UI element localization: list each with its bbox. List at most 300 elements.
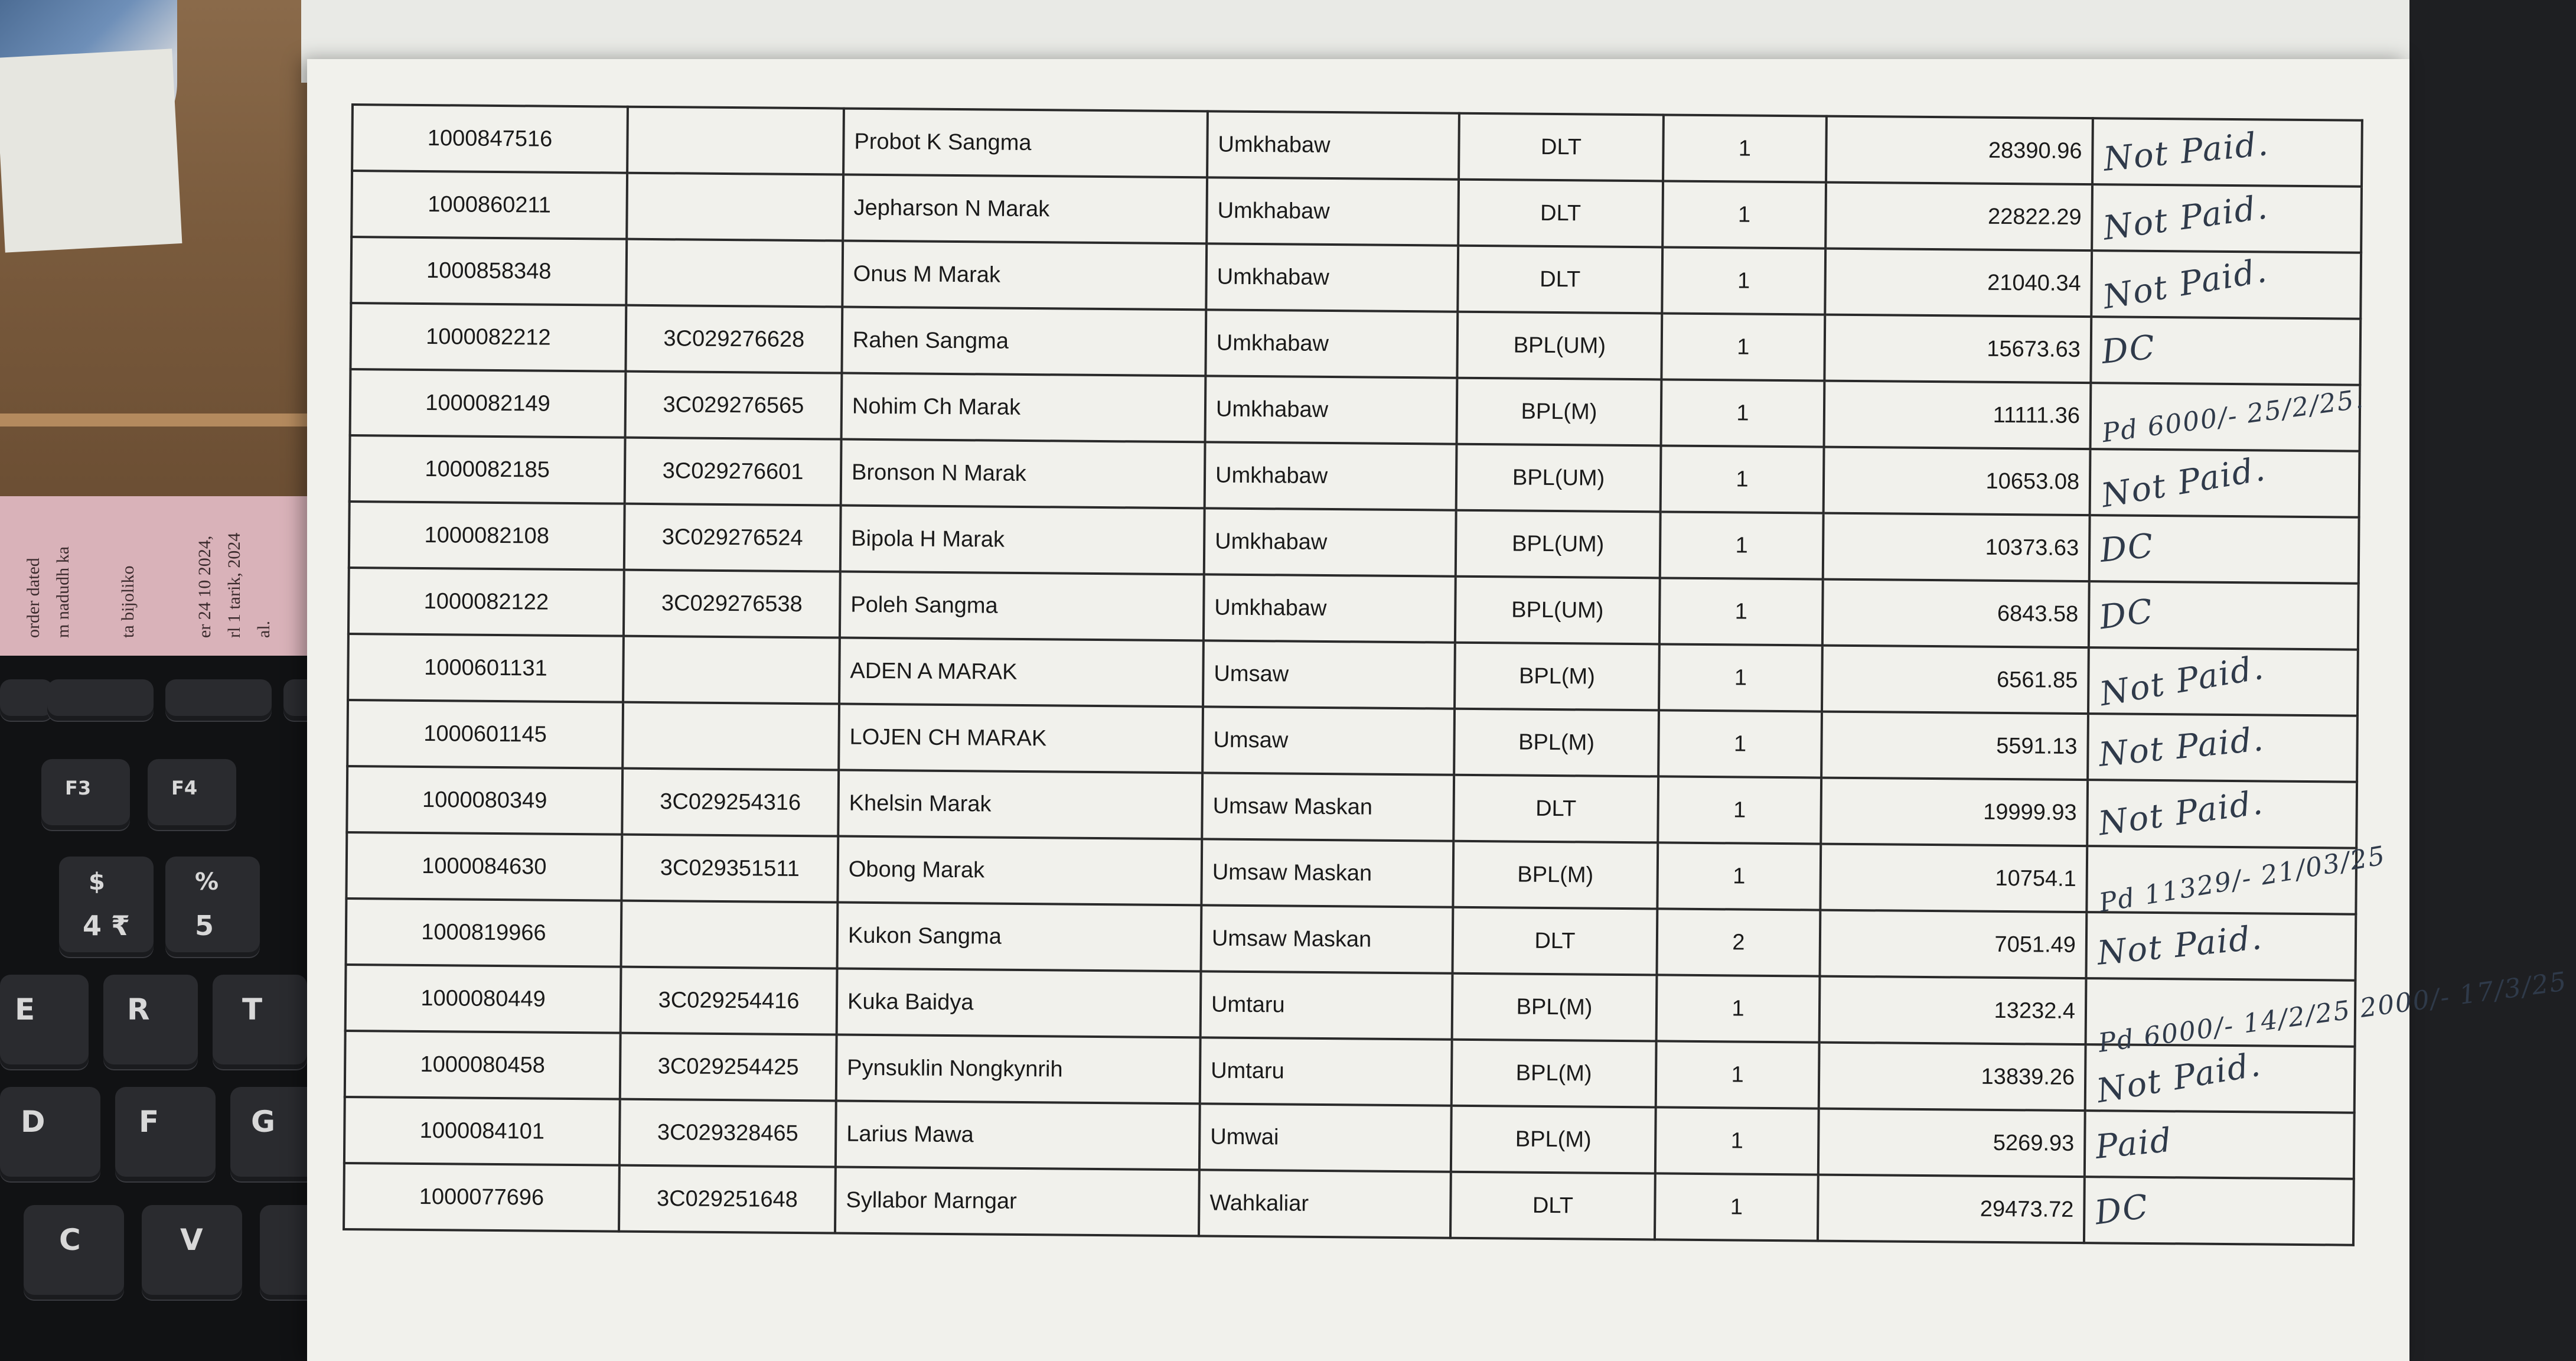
tariff-category-cell bbox=[1455, 577, 1660, 644]
meter-number: 3C029351511 bbox=[660, 855, 800, 881]
area-name: Umkhabaw bbox=[1215, 529, 1328, 555]
consumer-number: 1000080449 bbox=[420, 985, 546, 1012]
area-name-cell bbox=[1200, 1037, 1452, 1105]
consumer-name: Syllabor Marngar bbox=[846, 1187, 1017, 1214]
consumer-name-cell bbox=[842, 307, 1206, 376]
outstanding-amount: 6561.85 bbox=[1996, 667, 2078, 693]
consumer-number-cell bbox=[350, 435, 625, 504]
connection-count-cell bbox=[1657, 842, 1821, 910]
outstanding-amount-cell bbox=[1826, 116, 2093, 185]
handwritten-remark: Not Paid. bbox=[2098, 450, 2269, 516]
connection-count-cell bbox=[1663, 115, 1827, 182]
outstanding-amount-cell bbox=[1824, 315, 2091, 383]
key-f3[interactable] bbox=[41, 759, 130, 830]
handwritten-remark: Not Paid. bbox=[2094, 1045, 2264, 1111]
consumer-name-cell bbox=[837, 836, 1202, 906]
consumer-name: ADEN A MARAK bbox=[850, 658, 1018, 685]
area-name-cell bbox=[1205, 310, 1457, 377]
connection-count-cell bbox=[1655, 1173, 1818, 1240]
handwritten-remark-cell bbox=[2091, 250, 2361, 319]
consumer-number-cell bbox=[347, 766, 622, 835]
keyboard-key[interactable] bbox=[0, 679, 53, 721]
area-name: Umsaw bbox=[1214, 661, 1289, 686]
handwritten-remark: Not Paid. bbox=[2096, 648, 2267, 714]
outstanding-amount: 15673.63 bbox=[1987, 336, 2081, 362]
consumer-name: Onus M Marak bbox=[853, 261, 1001, 288]
area-name-cell bbox=[1206, 243, 1458, 311]
handwritten-remark: Not Paid. bbox=[2096, 719, 2267, 774]
consumer-number: 1000084101 bbox=[419, 1118, 545, 1144]
connection-count: 1 bbox=[1736, 466, 1749, 492]
consumer-name-cell bbox=[837, 903, 1202, 972]
connection-count-cell bbox=[1657, 909, 1820, 976]
tariff-category: DLT bbox=[1534, 928, 1576, 953]
pink-note-line: order dated bbox=[24, 558, 43, 638]
consumer-name-cell bbox=[840, 506, 1205, 575]
consumer-name: Kuka Baidya bbox=[847, 989, 974, 1015]
connection-count-cell bbox=[1662, 181, 1826, 248]
area-name: Umkhabaw bbox=[1214, 595, 1327, 621]
tariff-category-cell bbox=[1452, 1040, 1657, 1108]
key-label: R bbox=[127, 992, 150, 1027]
consumer-number: 1000082122 bbox=[423, 588, 549, 615]
outstanding-amount-cell bbox=[1818, 1175, 2085, 1243]
area-name: Umkhabaw bbox=[1218, 132, 1331, 158]
consumer-number: 1000819966 bbox=[421, 919, 546, 946]
consumer-name-cell bbox=[842, 241, 1207, 310]
key-label: D bbox=[21, 1105, 45, 1139]
handwritten-remark: DC bbox=[2099, 328, 2158, 372]
area-name-cell bbox=[1203, 640, 1455, 708]
key-t[interactable] bbox=[213, 975, 307, 1069]
handwritten-remark-cell bbox=[2088, 647, 2358, 716]
handwritten-remark-cell bbox=[2091, 317, 2360, 385]
consumer-name: Jepharson N Marak bbox=[853, 195, 1050, 222]
tariff-category: BPL(M) bbox=[1515, 1060, 1592, 1086]
area-name: Wahkaliar bbox=[1209, 1190, 1309, 1216]
handwritten-remark-cell bbox=[2090, 449, 2360, 517]
tariff-category: BPL(M) bbox=[1515, 1126, 1592, 1152]
pink-note-line: rl 1 tarik, 2024 bbox=[224, 532, 244, 638]
meter-number: 3C029276538 bbox=[661, 590, 803, 617]
outstanding-amount-cell bbox=[1819, 910, 2086, 979]
consumer-name-cell bbox=[838, 770, 1202, 839]
handwritten-remark: DC bbox=[2098, 526, 2156, 570]
area-name-cell bbox=[1205, 376, 1457, 444]
key-v[interactable] bbox=[142, 1205, 242, 1300]
area-name-cell bbox=[1207, 111, 1459, 179]
connection-count: 1 bbox=[1732, 995, 1744, 1021]
keyboard-key[interactable] bbox=[165, 679, 272, 721]
outstanding-amount: 6843.58 bbox=[1997, 601, 2079, 627]
consumer-number: 1000084630 bbox=[422, 853, 547, 880]
handwritten-remark: Pd 6000/- 25/2/25. bbox=[2100, 383, 2366, 449]
pink-note bbox=[0, 496, 307, 662]
consumer-name: Larius Mawa bbox=[846, 1121, 974, 1147]
connection-count-cell bbox=[1658, 776, 1821, 844]
tariff-category: BPL(M) bbox=[1521, 399, 1597, 425]
outstanding-amount: 19999.93 bbox=[1983, 799, 2077, 825]
consumer-name: Kukon Sangma bbox=[847, 923, 1002, 949]
meter-number-cell bbox=[625, 305, 842, 373]
consumer-number: 1000082212 bbox=[426, 324, 551, 350]
connection-count: 1 bbox=[1733, 797, 1746, 823]
consumer-number-cell bbox=[348, 634, 624, 702]
handwritten-remark: DC bbox=[2092, 1187, 2151, 1233]
meter-number-cell bbox=[619, 1099, 836, 1167]
outstanding-amount: 29473.72 bbox=[1980, 1196, 2074, 1222]
outstanding-amount-cell bbox=[1821, 778, 2088, 846]
tariff-category: BPL(M) bbox=[1518, 663, 1596, 689]
consumer-number-cell bbox=[346, 832, 622, 901]
tariff-category: BPL(UM) bbox=[1511, 597, 1604, 623]
handwritten-remark-cell bbox=[2086, 966, 2570, 1059]
consumer-name-cell bbox=[839, 638, 1204, 707]
key-label: 5 bbox=[195, 910, 214, 942]
consumer-number: 1000858348 bbox=[426, 258, 552, 284]
connection-count-cell bbox=[1662, 247, 1825, 314]
meter-number-cell bbox=[627, 173, 843, 241]
outstanding-amount-cell bbox=[1822, 579, 2089, 648]
tariff-category-cell bbox=[1452, 973, 1657, 1041]
consumer-name-cell bbox=[843, 109, 1208, 178]
meter-number-cell bbox=[622, 702, 839, 770]
outstanding-amount-cell bbox=[1825, 183, 2092, 251]
consumer-number-cell bbox=[348, 568, 624, 636]
consumer-name: Pynsuklin Nongkynrih bbox=[847, 1055, 1063, 1082]
handwritten-remark-cell bbox=[2089, 581, 2359, 650]
area-name: Umtaru bbox=[1211, 991, 1285, 1017]
outstanding-amount: 13839.26 bbox=[1981, 1064, 2075, 1090]
connection-count-cell bbox=[1660, 512, 1824, 579]
key-label: E bbox=[15, 992, 35, 1027]
consumer-number: 1000077696 bbox=[419, 1184, 544, 1210]
consumer-name: Obong Marak bbox=[848, 857, 985, 883]
consumer-name-cell bbox=[840, 572, 1204, 641]
connection-count-cell bbox=[1659, 578, 1823, 645]
outstanding-amount: 10653.08 bbox=[1985, 468, 2080, 494]
key-label: F bbox=[139, 1105, 159, 1139]
pink-note-line: m nadudh ka bbox=[53, 546, 73, 638]
consumer-name-cell bbox=[839, 704, 1203, 773]
handwritten-remark: Not Paid. bbox=[2095, 918, 2265, 973]
consumer-number-cell bbox=[345, 1031, 621, 1099]
handwritten-remark-cell bbox=[2085, 1111, 2355, 1179]
consumer-name-cell bbox=[835, 1167, 1199, 1236]
consumer-name: Probot K Sangma bbox=[854, 129, 1032, 155]
connection-count-cell bbox=[1659, 644, 1822, 711]
meter-number-cell bbox=[625, 438, 842, 506]
meter-number: 3C029254425 bbox=[657, 1053, 799, 1080]
outstanding-amount-cell bbox=[1822, 646, 2089, 714]
key-f4[interactable] bbox=[148, 759, 236, 830]
pink-note-line: ta bijoliko bbox=[118, 565, 138, 638]
handwritten-remark-cell bbox=[2092, 184, 2362, 253]
tariff-category-cell bbox=[1450, 1172, 1655, 1240]
consumer-number: 1000082149 bbox=[425, 390, 550, 416]
keyboard-key[interactable] bbox=[47, 679, 154, 721]
outstanding-amount: 10373.63 bbox=[1985, 535, 2079, 561]
handwritten-remark: Not Paid. bbox=[2101, 188, 2271, 248]
consumer-number-cell bbox=[350, 303, 626, 372]
tariff-category: BPL(M) bbox=[1516, 994, 1593, 1020]
connection-count: 1 bbox=[1733, 863, 1746, 889]
area-name-cell bbox=[1207, 177, 1459, 245]
handwritten-remark: Paid bbox=[2094, 1121, 2174, 1167]
ledger-table bbox=[343, 103, 2570, 1246]
area-name: Umwai bbox=[1210, 1124, 1279, 1150]
key-d[interactable] bbox=[0, 1087, 100, 1181]
connection-count: 1 bbox=[1734, 665, 1747, 691]
connection-count: 1 bbox=[1735, 532, 1748, 558]
key-label: G bbox=[251, 1105, 276, 1139]
consumer-number-cell bbox=[351, 171, 627, 239]
outstanding-amount-cell bbox=[1823, 513, 2090, 582]
meter-number: 3C029251648 bbox=[656, 1186, 798, 1212]
area-name: Umkhabaw bbox=[1217, 198, 1330, 224]
consumer-number: 1000080458 bbox=[420, 1051, 546, 1078]
tariff-category: BPL(M) bbox=[1517, 862, 1594, 888]
connection-count: 1 bbox=[1738, 135, 1752, 161]
consumer-number-cell bbox=[346, 898, 622, 967]
consumer-name-cell bbox=[841, 439, 1205, 509]
key-label: 4 ₹ bbox=[83, 910, 131, 942]
connection-count: 1 bbox=[1734, 598, 1748, 624]
tariff-category: DLT bbox=[1540, 200, 1582, 226]
meter-number-cell bbox=[626, 239, 843, 307]
outstanding-amount: 28390.96 bbox=[1988, 138, 2082, 164]
tariff-category: DLT bbox=[1540, 266, 1581, 292]
consumer-name: Rahen Sangma bbox=[852, 327, 1009, 354]
connection-count: 1 bbox=[1737, 334, 1750, 360]
outstanding-amount-cell bbox=[1824, 447, 2091, 516]
consumer-name-cell bbox=[837, 969, 1201, 1038]
handwritten-remark-cell bbox=[2088, 714, 2357, 782]
consumer-number: 1000080349 bbox=[422, 787, 547, 813]
tariff-category-cell bbox=[1452, 907, 1657, 975]
area-name: Umsaw bbox=[1213, 727, 1289, 753]
outstanding-amount: 22822.29 bbox=[1987, 204, 2082, 230]
outstanding-amount: 10754.1 bbox=[1995, 865, 2076, 891]
outstanding-amount: 21040.34 bbox=[1987, 270, 2081, 296]
envelope bbox=[0, 48, 182, 252]
consumer-name: Khelsin Marak bbox=[849, 790, 992, 817]
consumer-number-cell bbox=[345, 965, 621, 1033]
tariff-category-cell bbox=[1454, 709, 1659, 777]
outstanding-amount-cell bbox=[1825, 249, 2092, 317]
meter-number: 3C029254316 bbox=[660, 789, 801, 815]
key-e[interactable] bbox=[0, 975, 89, 1069]
connection-count-cell bbox=[1658, 710, 1822, 777]
consumer-name-cell bbox=[842, 373, 1206, 442]
handwritten-remark: DC bbox=[2097, 591, 2156, 637]
tariff-category-cell bbox=[1456, 444, 1661, 512]
handwritten-remark: Not Paid. bbox=[2096, 783, 2266, 844]
handwritten-remark: Not Paid. bbox=[2100, 251, 2271, 317]
connection-count: 1 bbox=[1733, 731, 1747, 757]
area-name: Umkhabaw bbox=[1216, 330, 1329, 356]
key-label: V bbox=[180, 1223, 203, 1257]
area-name: Umtaru bbox=[1211, 1057, 1284, 1083]
tariff-category-cell bbox=[1457, 246, 1662, 314]
connection-count: 1 bbox=[1730, 1194, 1743, 1220]
key-label: F3 bbox=[65, 777, 92, 799]
tariff-category: DLT bbox=[1540, 134, 1582, 159]
area-name-cell bbox=[1201, 971, 1453, 1039]
area-name-cell bbox=[1201, 905, 1453, 973]
handwritten-remark: Not Paid. bbox=[2101, 124, 2271, 179]
key-label: F4 bbox=[171, 777, 198, 799]
connection-count: 2 bbox=[1732, 929, 1745, 955]
consumer-name: Bipola H Marak bbox=[851, 526, 1005, 552]
connection-count-cell bbox=[1661, 313, 1825, 380]
key-label: C bbox=[59, 1223, 81, 1257]
consumer-name-cell bbox=[836, 1100, 1200, 1170]
consumer-number-cell bbox=[344, 1163, 619, 1232]
consumer-number-cell bbox=[351, 237, 627, 305]
meter-number: 3C029328465 bbox=[657, 1119, 798, 1146]
key-r[interactable] bbox=[103, 975, 198, 1069]
tariff-category: BPL(UM) bbox=[1512, 464, 1605, 491]
consumer-number: 1000082108 bbox=[424, 522, 550, 549]
tariff-category-cell bbox=[1453, 775, 1658, 843]
consumer-name-cell bbox=[836, 1035, 1201, 1104]
handwritten-remark-cell bbox=[2084, 1177, 2354, 1245]
outstanding-amount-cell bbox=[1824, 381, 2091, 450]
connection-count: 1 bbox=[1731, 1062, 1744, 1088]
key-c[interactable] bbox=[24, 1205, 124, 1300]
area-name-cell bbox=[1202, 773, 1454, 841]
meter-number: 3C029276628 bbox=[663, 325, 805, 352]
meter-number-cell bbox=[621, 967, 837, 1035]
meter-number-cell bbox=[624, 570, 840, 638]
handwritten-remark: Pd 6000/- 14/2/25 2000/- 17/3/25 bbox=[2096, 966, 2570, 1059]
meter-number-cell bbox=[622, 769, 839, 836]
tariff-category: DLT bbox=[1532, 1193, 1574, 1218]
meter-number: 3C029276601 bbox=[662, 458, 804, 484]
meter-number-cell bbox=[627, 107, 844, 175]
meter-number-cell bbox=[621, 835, 838, 903]
key-g[interactable] bbox=[230, 1087, 319, 1181]
outstanding-amount: 5269.93 bbox=[1993, 1130, 2075, 1156]
outstanding-amount-cell bbox=[1821, 712, 2088, 780]
tariff-category-cell bbox=[1455, 643, 1659, 711]
tariff-category: BPL(UM) bbox=[1511, 530, 1605, 557]
tariff-category-cell bbox=[1457, 312, 1662, 380]
area-name-cell bbox=[1204, 574, 1456, 642]
pink-note-line: al. bbox=[254, 620, 273, 638]
tariff-category: BPL(UM) bbox=[1513, 332, 1606, 359]
meter-number-cell bbox=[624, 504, 841, 572]
consumer-number-cell bbox=[347, 700, 623, 769]
outstanding-amount: 5591.13 bbox=[1996, 733, 2078, 759]
tariff-category-cell bbox=[1459, 113, 1664, 181]
consumer-name: Poleh Sangma bbox=[850, 592, 998, 618]
consumer-number-cell bbox=[352, 105, 628, 173]
meter-number: 3C029276565 bbox=[663, 392, 804, 418]
key-5[interactable] bbox=[165, 857, 260, 957]
area-name: Umkhabaw bbox=[1215, 463, 1328, 489]
handwritten-remark-cell bbox=[2090, 383, 2366, 451]
consumer-name: Bronson N Marak bbox=[851, 460, 1026, 486]
outstanding-amount-cell bbox=[1818, 1109, 2085, 1177]
meter-number-cell bbox=[620, 1033, 837, 1101]
area-name-cell bbox=[1199, 1170, 1451, 1238]
outstanding-amount: 7051.49 bbox=[1994, 932, 2076, 958]
consumer-number: 1000860211 bbox=[428, 191, 552, 218]
area-name-cell bbox=[1204, 508, 1456, 576]
consumer-number-cell bbox=[350, 369, 626, 438]
meter-number-cell bbox=[623, 636, 840, 704]
connection-count-cell bbox=[1655, 1107, 1819, 1174]
key-shift-label: % bbox=[195, 868, 219, 896]
outstanding-amount-cell bbox=[1819, 976, 2086, 1045]
connection-count: 1 bbox=[1737, 201, 1751, 227]
connection-count-cell bbox=[1661, 445, 1824, 513]
connection-count: 1 bbox=[1736, 400, 1749, 426]
meter-number-cell bbox=[619, 1165, 836, 1233]
meter-number-cell bbox=[625, 372, 842, 439]
connection-count: 1 bbox=[1730, 1128, 1744, 1154]
area-name: Umsaw Maskan bbox=[1211, 925, 1372, 952]
consumer-name: Nohim Ch Marak bbox=[852, 393, 1021, 420]
connection-count-cell bbox=[1661, 379, 1825, 447]
key-4[interactable] bbox=[59, 857, 154, 957]
connection-count: 1 bbox=[1737, 268, 1750, 294]
connection-count-cell bbox=[1657, 975, 1820, 1042]
handwritten-remark-cell bbox=[2086, 840, 2388, 919]
meter-number-cell bbox=[621, 901, 838, 969]
area-name-cell bbox=[1202, 706, 1455, 774]
tariff-category-cell bbox=[1451, 1106, 1656, 1174]
meter-number: 3C029276524 bbox=[661, 524, 803, 551]
handwritten-remark-cell bbox=[2092, 118, 2362, 187]
area-name-cell bbox=[1205, 442, 1457, 510]
keyboard bbox=[0, 656, 331, 1361]
tariff-category-cell bbox=[1453, 841, 1658, 909]
consumer-number: 1000601145 bbox=[423, 721, 547, 747]
area-name: Umsaw Maskan bbox=[1212, 793, 1373, 820]
key-label: T bbox=[242, 992, 263, 1027]
area-name-cell bbox=[1199, 1103, 1452, 1171]
meter-number: 3C029254416 bbox=[658, 987, 800, 1014]
key-shift-label: $ bbox=[89, 868, 105, 896]
area-name-cell bbox=[1201, 839, 1453, 907]
outstanding-amount-cell bbox=[1819, 1043, 2086, 1111]
outstanding-amount: 13232.4 bbox=[1994, 998, 2076, 1024]
consumer-name-cell bbox=[843, 175, 1207, 244]
tariff-category: BPL(M) bbox=[1518, 730, 1595, 756]
key-f[interactable] bbox=[115, 1087, 216, 1181]
handwritten-remark-cell bbox=[2086, 912, 2356, 981]
tariff-category-cell bbox=[1456, 510, 1661, 578]
area-name: Umkhabaw bbox=[1215, 396, 1329, 422]
handwritten-remark-cell bbox=[2087, 780, 2357, 848]
outstanding-amount-cell bbox=[1820, 844, 2087, 913]
outstanding-amount: 11111.36 bbox=[1993, 402, 2081, 428]
area-name: Umkhabaw bbox=[1217, 264, 1329, 290]
handwritten-remark-cell bbox=[2089, 515, 2359, 584]
consumer-number: 1000847516 bbox=[427, 125, 553, 152]
connection-count-cell bbox=[1656, 1041, 1819, 1108]
consumer-number: 1000082185 bbox=[425, 456, 550, 483]
tariff-category-cell bbox=[1458, 180, 1663, 248]
consumer-number: 1000601131 bbox=[424, 655, 547, 681]
consumer-number-cell bbox=[349, 502, 625, 570]
pink-note-line: er 24 10 2024, bbox=[195, 535, 214, 638]
consumer-name: LOJEN CH MARAK bbox=[849, 724, 1047, 751]
area-name: Umsaw Maskan bbox=[1212, 859, 1372, 886]
